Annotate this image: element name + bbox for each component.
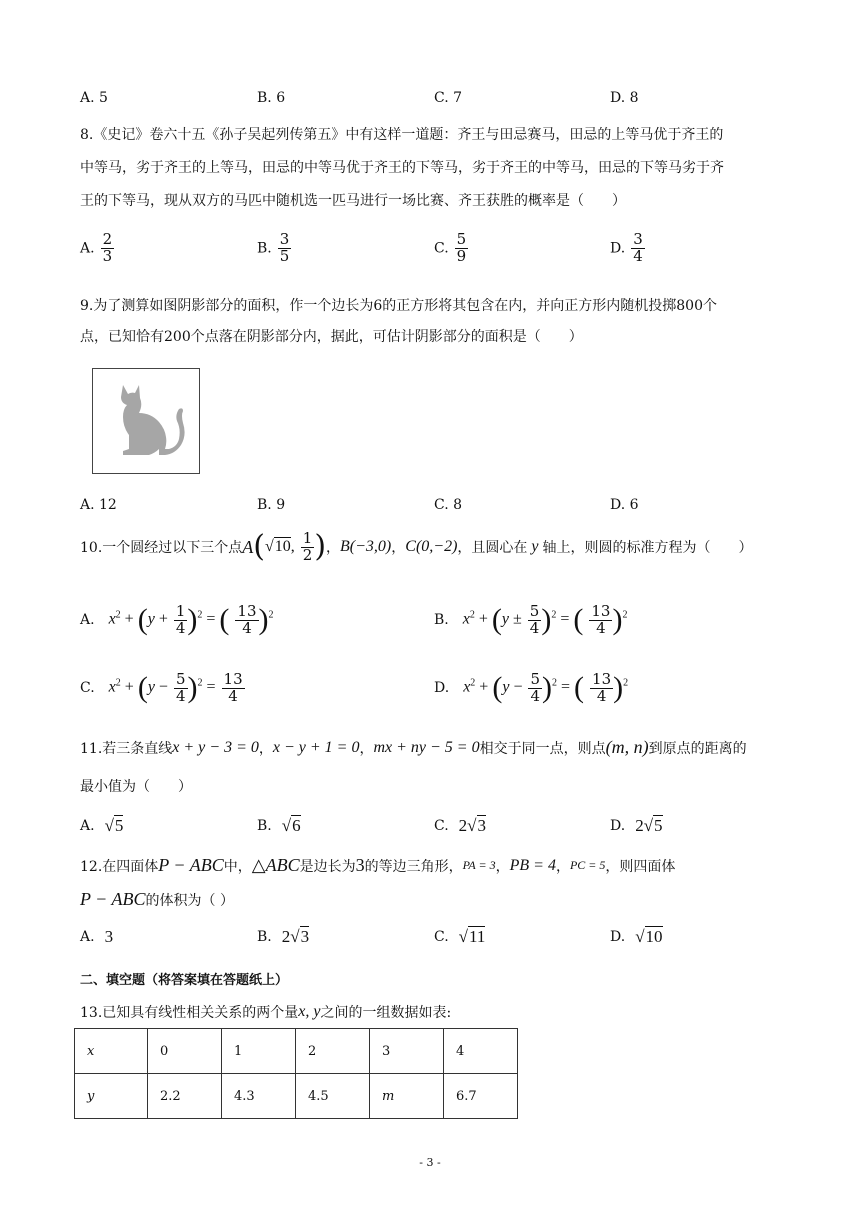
denominator: 2 (302, 545, 313, 564)
q11-text-line-1: 11.若三条直线 x + y − 3 = 0 ， x − y + 1 = 0 ， mx + ny − 5 = 0 相交于同一点，则点 (m, n) 到原点的距离的 (80, 737, 747, 757)
table-row (75, 1029, 518, 1074)
point-b: B(−3,0) (340, 538, 392, 556)
fraction: $\frac{1}{4}$ (175, 602, 186, 637)
q12-text-line-2: P − ABC 的体积为（ ） (80, 889, 234, 909)
table-cell: 0 (148, 1029, 222, 1074)
option-label: C. (434, 818, 449, 834)
q10-option-b: B. $x^2 + (y$ ± $\frac{5}{4}$ )$^2$ = ( $\frac{13}{4}$ )$^2$ (434, 602, 628, 637)
table-cell: x (75, 1029, 148, 1074)
table-cell: 1 (222, 1029, 296, 1074)
table-cell: m (370, 1074, 444, 1119)
option-label: C. (434, 929, 449, 945)
option-label: D. (610, 818, 626, 834)
q7-option-d: D. 8 (610, 90, 639, 106)
q13-suffix: 之间的一组数据如表: (320, 1005, 452, 1021)
q7-option-b: B. 6 (257, 90, 286, 106)
fraction: $\frac{5}{4}$ (529, 602, 540, 637)
radicand: 10 (274, 538, 291, 556)
point-mn: (m, n) (605, 737, 649, 757)
q13-prefix: 13.已知具有线性相关关系的两个量 (80, 1005, 299, 1021)
option-label: A. (80, 929, 95, 945)
numerator: 5 (456, 230, 467, 248)
option-label: B. (434, 612, 449, 629)
q11-tail: 到原点的距离的 (648, 740, 747, 757)
fraction (278, 232, 292, 265)
option-label: D. (434, 680, 450, 697)
option-label: B. (257, 240, 272, 257)
q12-text-line-1: 12.在四面体 P − ABC 中， △ABC 是边长为 3 的等边三角形， PA = 3 ， PB = 4 ， PC = 5 ，则四面体 (80, 855, 676, 875)
line-eq-1: x + y − 3 = 0 (172, 738, 259, 756)
q9-text-line-1: 9.为了测算如图阴影部分的面积，作一个边长为6的正方形将其包含在内，并向正方形内随机投掷800个 (80, 298, 717, 314)
table-cell: 2 (296, 1029, 370, 1074)
line-eq-3: mx + ny − 5 = 0 (373, 738, 480, 756)
table-cell: 4.3 (222, 1074, 296, 1119)
table-cell: 3 (370, 1029, 444, 1074)
denominator: 4 (633, 246, 643, 265)
table-cell: 6.7 (444, 1074, 518, 1119)
denominator: 5 (279, 246, 290, 265)
point-c: C(0,−2) (405, 538, 458, 556)
table-cell: 4.5 (296, 1074, 370, 1119)
option-label: D. (610, 929, 626, 945)
sqrt-10: √10, (264, 538, 295, 556)
q11-mid: 相交于同一点，则点 (479, 740, 606, 757)
fraction (631, 232, 645, 265)
q11-option-a: A. √5 (80, 816, 124, 835)
q10-suffix2: 轴上，则圆的标准方程为（ ） (542, 540, 753, 557)
q12-option-c: C. √11 (434, 927, 486, 946)
numerator: 3 (279, 230, 290, 248)
option-label: A. (80, 818, 95, 834)
q7-option-a: A. 5 (80, 90, 108, 106)
tetrahedron: P − ABC (80, 889, 146, 909)
option-label: B. (257, 818, 272, 834)
data-table (74, 1028, 518, 1119)
paren: ( (253, 529, 265, 565)
q8-option-c (434, 232, 468, 265)
equation: $x^2 + (y$ − (108, 671, 168, 705)
table-row (75, 1074, 518, 1119)
q10-option-c: C. $x^2 + (y$ − $\frac{5}{4}$ )$^2$ = $\frac{13}{4}$ (80, 670, 243, 705)
q11-option-c: C. 2√3 (434, 816, 487, 835)
fraction: $\frac{13}{4}$ (592, 670, 612, 705)
table-cell: 2.2 (148, 1074, 222, 1119)
table-cell: 4 (444, 1029, 518, 1074)
q12-option-a: A. 3 (80, 927, 114, 946)
side-length: 3 (355, 855, 365, 875)
q10-suffix: ，且圆心在 (457, 540, 528, 557)
option-label: C. (434, 240, 449, 257)
section-title: 二、填空题（将答案填在答题纸上） (80, 973, 289, 988)
equation: $x^2 + (y$ ± (462, 603, 522, 637)
q13-text (80, 1002, 451, 1022)
tetrahedron: P − ABC (158, 855, 224, 875)
q12-prefix: 12.在四面体 (80, 858, 159, 875)
radicand: 6 (292, 816, 301, 835)
fraction: $\frac{13}{4}$ (223, 670, 243, 705)
q7-option-c: C. 7 (434, 90, 463, 106)
q8-text-line-3: 王的下等马，现从双方的马匹中随机选一匹马进行一场比赛、齐王获胜的概率是（ ） (80, 193, 626, 209)
q12-option-b: B. 2√3 (257, 927, 310, 946)
q13-vars: x, y (298, 1003, 321, 1020)
q11-text-line-2: 最小值为（ ） (80, 779, 192, 795)
option-label: A. (80, 240, 95, 257)
q11-option-b: B. √6 (257, 816, 301, 835)
fraction: $\frac{5}{4}$ (530, 670, 541, 705)
page-number: - 3 - (419, 1156, 441, 1169)
q9-text-line-2: 点，已知恰有200个点落在阴影部分内，据此，可估计阴影部分的面积是（ ） (80, 329, 583, 345)
triangle-abc: △ABC (251, 855, 300, 875)
q9-square-figure (92, 368, 200, 474)
radicand: 11 (469, 927, 486, 946)
radicand: 10 (645, 927, 663, 946)
line-eq-2: x − y + 1 = 0 (272, 738, 360, 756)
option-label: D. (610, 240, 626, 257)
fraction (455, 232, 469, 265)
table-cell: y (75, 1074, 148, 1119)
numerator: 3 (633, 230, 643, 248)
radicand: 3 (477, 816, 487, 835)
half-fraction (301, 531, 315, 564)
q11-option-d: D. 2√5 (610, 816, 663, 835)
q9-option-d: D. 6 (610, 497, 639, 513)
q10-prefix: 10.一个圆经过以下三个点 (80, 540, 243, 557)
q10-text: 10.一个圆经过以下三个点 A ( √10, $\frac{1}{2}$ ) ， B(−3,0) ， C(0,−2) ，且圆心在 y 轴上，则圆的标准方程为（ ） (80, 529, 753, 565)
fraction: $\frac{13}{4}$ (591, 602, 611, 637)
fraction (101, 232, 115, 265)
numerator: 2 (102, 230, 113, 248)
radicand: 5 (654, 816, 663, 835)
paren: ) (314, 529, 327, 565)
pa-length: PA = 3 (462, 858, 496, 872)
q8-option-a (80, 232, 114, 265)
pc-length: PC = 5 (569, 858, 606, 872)
denominator: 3 (102, 246, 113, 265)
fraction: $\frac{5}{4}$ (175, 670, 186, 705)
denominator: 9 (456, 246, 467, 265)
radicand: 3 (300, 927, 310, 946)
q10-option-a: A. $x^2 + (y$ + $\frac{1}{4}$ )$^2$ = ( $\frac{13}{4}$ )$^2$ (80, 602, 274, 637)
radicand: 5 (114, 816, 124, 835)
q8-text-line-1: 8.《史记》卷六十五《孙子吴起列传第五》中有这样一道题：齐王与田忌赛马，田忌的上等马优于齐王的 (80, 127, 724, 143)
q9-option-c: C. 8 (434, 497, 463, 513)
q8-option-b (257, 232, 291, 265)
option-label: C. (80, 680, 95, 697)
equation: $x^2 + (y$ − (463, 671, 523, 705)
q12-option-d: D. √10 (610, 927, 663, 946)
q9-option-a: A. 12 (80, 497, 117, 513)
q8-option-d (610, 232, 645, 265)
option-label: A. (80, 612, 95, 629)
option-label: B. (257, 929, 272, 945)
y-var: y (531, 538, 539, 556)
cat-silhouette-icon (93, 369, 199, 473)
pb-length: PB = 4 (509, 856, 556, 874)
fraction: $\frac{13}{4}$ (237, 602, 257, 637)
q10-option-d: D. $x^2 + (y$ − $\frac{5}{4}$ )$^2$ = ( $\frac{13}{4}$ )$^2$ (434, 670, 629, 705)
q8-text-line-2: 中等马，劣于齐王的上等马，田忌的中等马优于齐王的下等马，劣于齐王的中等马，田忌的下等马劣于齐 (80, 160, 724, 176)
point-a: A (242, 536, 254, 557)
equation: $x^2 + (y$ + (108, 603, 168, 637)
q9-option-b: B. 9 (257, 497, 286, 513)
numerator: 1 (302, 529, 313, 547)
q11-prefix: 11.若三条直线 (80, 740, 173, 757)
